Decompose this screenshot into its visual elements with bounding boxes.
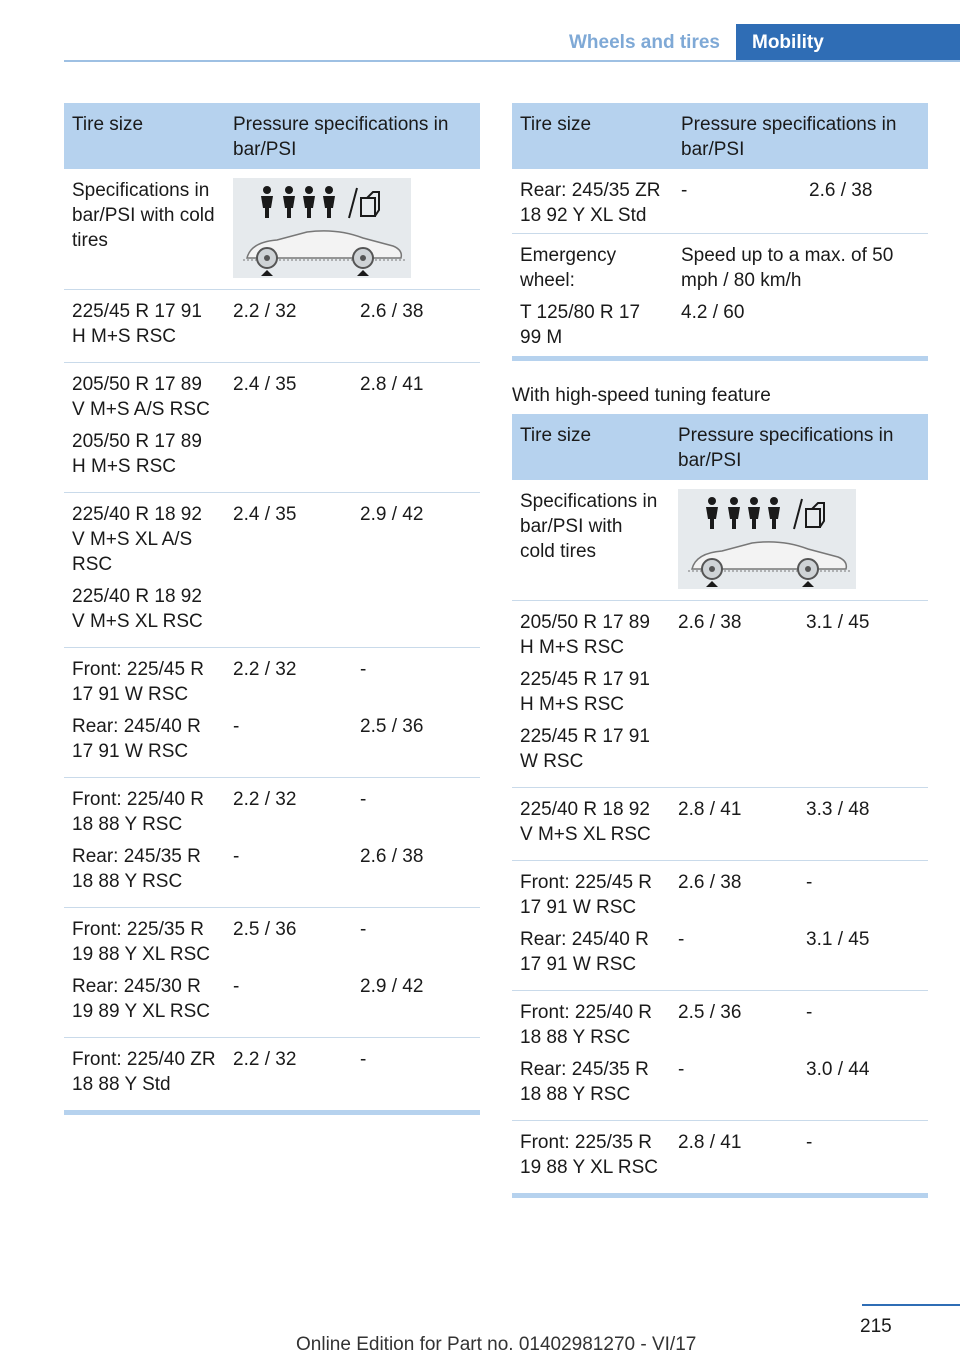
pressure-full [798, 724, 928, 774]
tire-size: Front: 225/40 R 18 88 Y RSC [520, 1002, 653, 1048]
header-divider [64, 60, 960, 62]
spec-label: Specifications in bar/PSI with cold tires [520, 491, 658, 562]
tire-size: 225/45 R 17 91 W RSC [520, 726, 650, 772]
table-row [512, 1121, 928, 1193]
tire-size: Rear: 245/40 R 17 91 W RSC [72, 716, 201, 762]
table-row [64, 908, 480, 1038]
pressure-normal: 4.2 / 60 [681, 302, 745, 323]
tire-size: 225/45 R 17 91 H M+S RSC [72, 301, 202, 347]
tire-size: Rear: 245/35 R 18 88 Y RSC [72, 846, 201, 892]
tire-size: 225/40 R 18 92 V M+S XL RSC [72, 586, 203, 632]
pressure-full: 2.9 / 42 [360, 504, 424, 525]
pressure-normal: - [233, 976, 240, 997]
chapter-tab[interactable]: Mobility [736, 24, 960, 61]
tire-size: Front: 225/45 R 17 91 W RSC [72, 659, 205, 705]
pressure-full: 3.3 / 48 [806, 799, 870, 820]
table-row [512, 991, 928, 1121]
tire-size: Front: 225/45 R 17 91 W RSC [520, 872, 653, 918]
table-end-bar [512, 356, 928, 361]
car-load-icon [678, 489, 856, 589]
pressure-full: - [360, 1049, 367, 1070]
tire-size: 205/50 R 17 89 H M+S RSC [520, 612, 650, 658]
tire-size: Front: 225/40 R 18 88 Y RSC [72, 789, 205, 835]
header-pressure: Pressure specifications in bar/PSI [233, 114, 449, 160]
pressure-full [352, 429, 480, 479]
table-row [64, 493, 480, 648]
pressure-normal: 2.4 / 35 [233, 504, 297, 525]
tire-size: Emergency wheel: [520, 245, 617, 291]
pressure-full: 2.5 / 36 [360, 716, 424, 737]
pressure-normal: 2.6 / 38 [678, 872, 742, 893]
tire-size: Front: 225/35 R 19 88 Y XL RSC [72, 919, 211, 965]
car-load-icon [233, 178, 411, 278]
pressure-normal [225, 584, 352, 634]
pressure-full [798, 667, 928, 717]
speed-note: Speed up to a max. of 50 mph / 80 km/h [681, 245, 894, 291]
spec-label: Specifications in bar/PSI with cold tires [72, 180, 215, 251]
pressure-normal [225, 429, 352, 479]
tire-size: 225/40 R 18 92 V M+S XL RSC [520, 799, 651, 845]
pressure-normal [670, 724, 798, 774]
left-pressure-table [64, 103, 480, 1115]
pressure-full: 3.1 / 45 [806, 929, 870, 950]
load-diagram [233, 178, 411, 278]
pressure-full: 2.6 / 38 [360, 846, 424, 867]
pressure-full: - [806, 872, 813, 893]
table-header [512, 103, 928, 169]
right-pressure-table [512, 103, 928, 361]
tire-size: Front: 225/40 ZR 18 88 Y Std [72, 1049, 216, 1095]
header-pressure: Pressure specifications in bar/PSI [678, 425, 894, 471]
pressure-normal: 2.4 / 35 [233, 374, 297, 395]
page-number: 215 [860, 1316, 892, 1337]
header-tire-size: Tire size [520, 114, 592, 135]
spec-row [64, 169, 480, 290]
table-end-bar [64, 1110, 480, 1115]
pressure-full: 3.0 / 44 [806, 1059, 870, 1080]
pressure-normal: - [233, 846, 240, 867]
tire-size: 225/45 R 17 91 H M+S RSC [520, 669, 650, 715]
pressure-normal: 2.2 / 32 [233, 1049, 297, 1070]
pressure-full: - [360, 789, 367, 810]
header-tire-size: Tire size [520, 425, 592, 446]
table-row [64, 363, 480, 493]
tire-size: Rear: 245/30 R 19 89 Y XL RSC [72, 976, 211, 1022]
pressure-full: - [360, 659, 367, 680]
table-row [64, 648, 480, 778]
pressure-full: 2.8 / 41 [360, 374, 424, 395]
pressure-full: 2.9 / 42 [360, 976, 424, 997]
footer-divider [862, 1304, 960, 1306]
tire-size: Rear: 245/35 R 18 88 Y RSC [520, 1059, 649, 1105]
section-title: Wheels and tires [569, 32, 720, 53]
table-end-bar [512, 1193, 928, 1198]
table-row [64, 778, 480, 908]
pressure-normal: 2.6 / 38 [678, 612, 742, 633]
header-pressure: Pressure specifications in bar/PSI [681, 114, 897, 160]
pressure-normal: 2.5 / 36 [233, 919, 297, 940]
table-row [512, 601, 928, 788]
pressure-full: - [806, 1002, 813, 1023]
pressure-full: - [806, 1132, 813, 1153]
table-header [64, 103, 480, 169]
pressure-normal: - [678, 1059, 685, 1080]
table-row [64, 290, 480, 363]
edition-note: Online Edition for Part no. 01402981270 - VI/17 [296, 1334, 697, 1355]
tire-size: Rear: 245/35 ZR 18 92 Y XL Std [520, 180, 661, 226]
table-header [512, 414, 928, 480]
spec-row [512, 480, 928, 601]
table-row [512, 169, 928, 234]
tire-size: 225/40 R 18 92 V M+S XL A/S RSC [72, 504, 202, 575]
pressure-normal: 2.5 / 36 [678, 1002, 742, 1023]
table-row [512, 788, 928, 861]
pressure-normal: 2.2 / 32 [233, 301, 297, 322]
tire-size: T 125/80 R 17 99 M [520, 302, 641, 348]
high-speed-pressure-table [512, 414, 928, 1198]
pressure-normal: - [681, 180, 688, 201]
load-diagram [678, 489, 856, 589]
tire-size: 205/50 R 17 89 H M+S RSC [72, 431, 202, 477]
pressure-full: 3.1 / 45 [806, 612, 870, 633]
pressure-full: 2.6 / 38 [360, 301, 424, 322]
tire-size: Front: 225/35 R 19 88 Y XL RSC [520, 1132, 659, 1178]
header-tire-size: Tire size [72, 114, 144, 135]
pressure-full [352, 584, 480, 634]
table-row [512, 861, 928, 991]
table-caption: With high-speed tuning feature [512, 385, 771, 406]
table-row [512, 234, 928, 356]
pressure-normal: - [678, 929, 685, 950]
tire-size: Rear: 245/40 R 17 91 W RSC [520, 929, 649, 975]
pressure-normal: 2.2 / 32 [233, 659, 297, 680]
pressure-normal [670, 667, 798, 717]
pressure-normal: 2.2 / 32 [233, 789, 297, 810]
pressure-full: - [360, 919, 367, 940]
pressure-normal: 2.8 / 41 [678, 799, 742, 820]
table-row [64, 1038, 480, 1110]
pressure-full: 2.6 / 38 [809, 180, 873, 201]
pressure-normal: - [233, 716, 240, 737]
pressure-normal: 2.8 / 41 [678, 1132, 742, 1153]
tire-size: 205/50 R 17 89 V M+S A/S RSC [72, 374, 210, 420]
